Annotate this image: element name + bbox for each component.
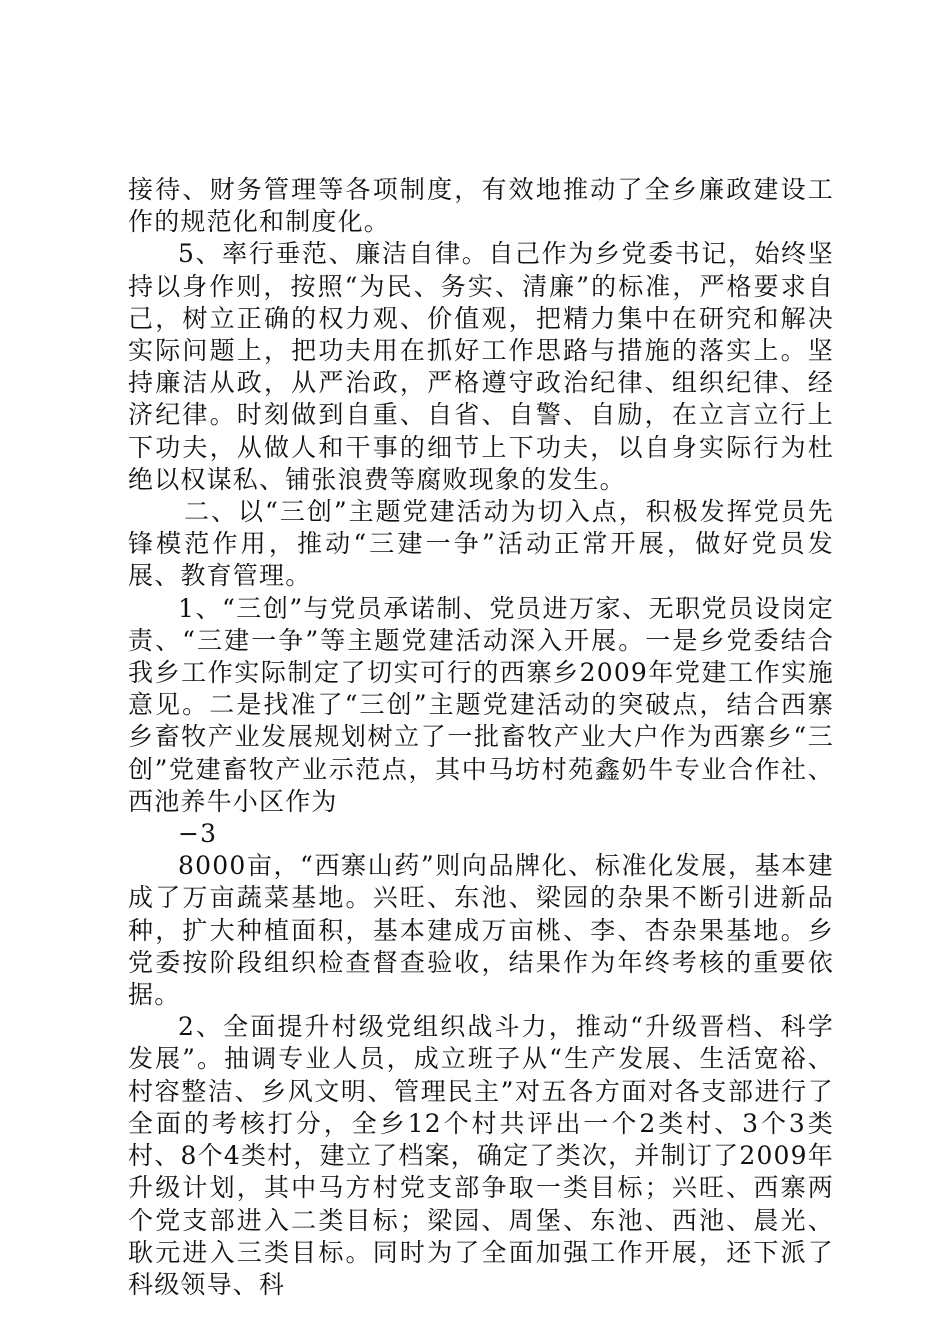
document-body (128, 174, 834, 1301)
paragraph-item-2: 2、全面提升村级党组织战斗力，推动“升级晋档、科学发展”。抽调专业人员，成立班子从“生产发展、生活宽裕、村容整洁、乡风文明、管理民主”对五各方面对各支部进行了全面的考核打分，全乡12个村共评出一个2类村、3个3类村、8个4类村，建立了档案，确定了类次，并制订了2009年升级计划，其中马方村党支部争取一类目标；兴旺、西寨两个党支部进入二类目标；梁园、周堡、东池、西池、晨光、耿元进入三类目标。同时为了全面加强工作开展，还下派了科级领导、科 (128, 1012, 834, 1299)
section-heading-2: 二、以“三创”主题党建活动为切入点，积极发挥党员先锋模范作用，推动“三建一争”活动正常开展，做好党员发展、教育管理。 (128, 497, 834, 591)
paragraph-continuation-2: 8000亩，“西寨山药”则向品牌化、标准化发展，基本建成了万亩蔬菜基地。兴旺、东池、梁园的杂果不断引进新品种，扩大种植面积，基本建成万亩桃、李、杏杂果基地。乡党委按阶段组织检查督查验收，结果作为年终考核的重要依据。 (128, 851, 834, 1010)
paragraph-item-1: 1、“三创”与党员承诺制、党员进万家、无职党员设岗定责、“三建一争”等主题党建活动深入开展。一是乡党委结合我乡工作实际制定了切实可行的西寨乡2009年党建工作实施意见。二是找准了“三创”主题党建活动的突破点，结合西寨乡畜牧产业发展规划树立了一批畜牧产业大户作为西寨乡“三创”党建畜牧产业示范点，其中马坊村苑鑫奶牛专业合作社、西池养牛小区作为 (128, 593, 834, 816)
paragraph-continuation: 接待、财务管理等各项制度，有效地推动了全乡廉政建设工作的规范化和制度化。 (128, 175, 834, 237)
paragraph-item-5: 5、率行垂范、廉洁自律。自己作为乡党委书记，始终坚持以身作则，按照“为民、务实、清廉”的标准，严格要求自己，树立正确的权力观、价值观，把精力集中在研究和解决实际问题上，把功夫用在抓好工作思路与措施的落实上。坚持廉洁从政，从严治政，严格遵守政治纪律、组织纪律、经济纪律。时刻做到自重、自省、自警、自励，在立言立行上下功夫，从做人和干事的细节上下功夫，以自身实际行为杜绝以权谋私、铺张浪费等腐败现象的发生。 (128, 239, 834, 494)
page-number: −3 (178, 819, 218, 849)
